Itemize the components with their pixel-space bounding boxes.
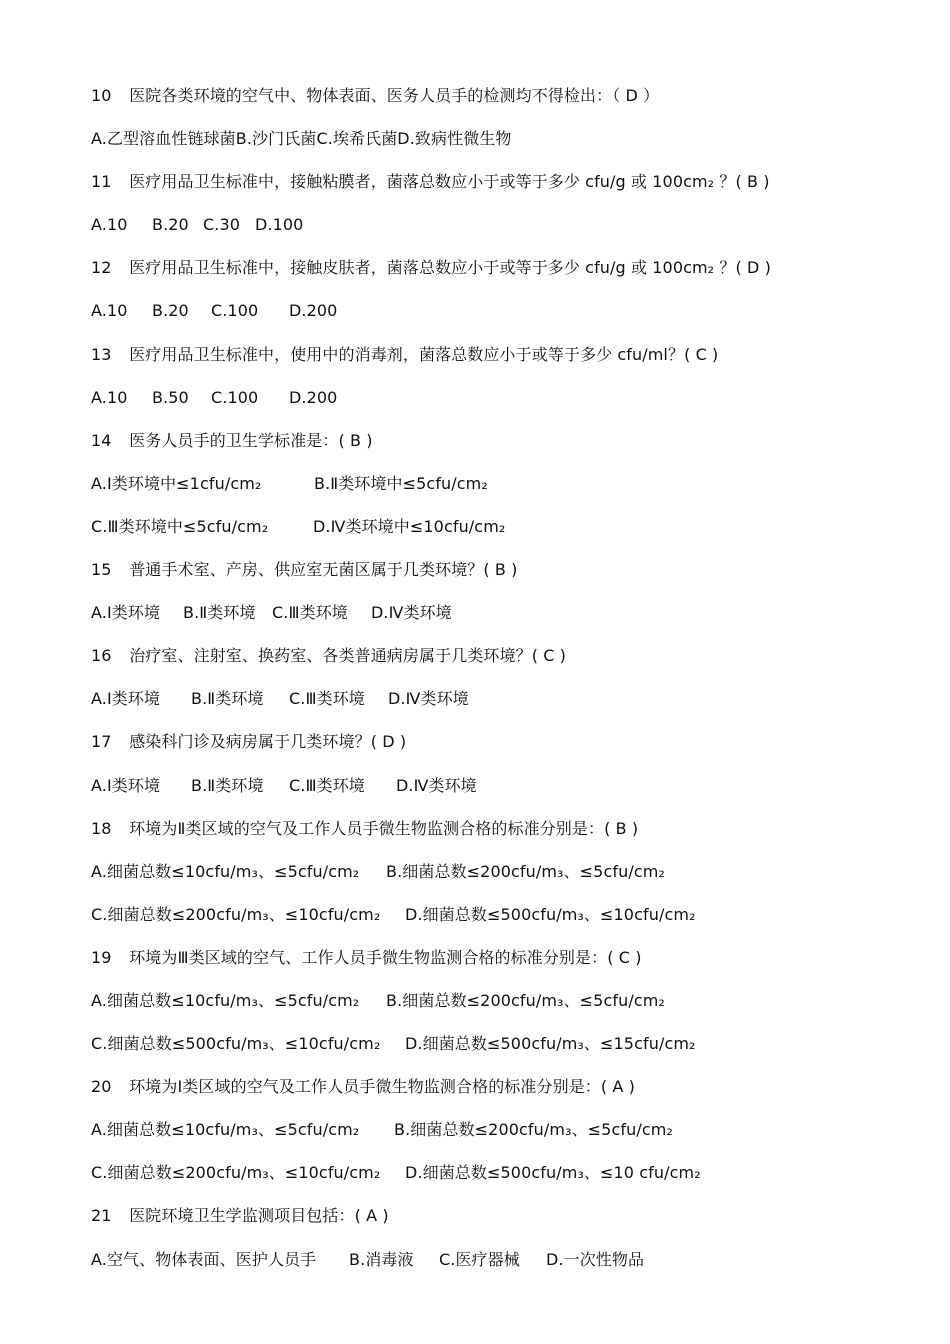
option-b: B.50 [152, 387, 189, 407]
question-21-options [91, 1248, 911, 1291]
option-d: D.Ⅳ类环境 [371, 603, 452, 623]
question-number: 21 [91, 1206, 112, 1226]
question-text: 环境为Ⅱ类区域的空气及工作人员手微生物监测合格的标准分别是：( B ) [129, 818, 639, 838]
option-d: D.100 [255, 215, 304, 235]
option-b: B.细菌总数≤200cfu/m₃、≤5cfu/cm₂ [394, 1120, 673, 1140]
option-d: D.Ⅳ类环境 [388, 689, 469, 709]
question-20-options-cd [91, 1161, 911, 1204]
question-10-options [91, 127, 911, 170]
question-14-stem [91, 429, 911, 472]
document-page [91, 84, 911, 1291]
question-text: 医疗用品卫生标准中，使用中的消毒剂，菌落总数应小于或等于多少 cfu/ml？( C ) [129, 344, 719, 364]
question-15-options [91, 601, 911, 644]
option-b: B.细菌总数≤200cfu/m₃、≤5cfu/cm₂ [386, 990, 665, 1010]
question-12-stem [91, 256, 911, 299]
question-text: 环境为Ⅰ类区域的空气及工作人员手微生物监测合格的标准分别是：( A ) [129, 1077, 636, 1097]
question-16-stem [91, 644, 911, 687]
option-c: C.Ⅲ类环境中≤5cfu/cm₂ [91, 516, 269, 536]
option-c: C.Ⅲ类环境 [289, 775, 365, 795]
option-a: A.细菌总数≤10cfu/m₃、≤5cfu/cm₂ [91, 990, 360, 1010]
option-d: D.致病性微生物 [397, 129, 512, 149]
question-number: 16 [91, 646, 112, 666]
question-20-options-ab [91, 1118, 911, 1161]
option-b: B.Ⅱ类环境 [191, 775, 264, 795]
question-19-options-ab [91, 989, 911, 1032]
question-text: 医务人员手的卫生学标准是：( B ) [129, 430, 373, 450]
question-11-options [91, 213, 911, 256]
question-text: 感染科门诊及病房属于几类环境？( D ) [129, 732, 407, 752]
option-c: C.Ⅲ类环境 [289, 689, 365, 709]
question-11-stem [91, 170, 911, 213]
option-a: A.10 [91, 301, 128, 321]
option-b: B.20 [152, 215, 189, 235]
option-d: D.Ⅳ类环境 [396, 775, 477, 795]
question-19-stem [91, 946, 911, 989]
question-number: 18 [91, 818, 112, 838]
question-20-stem [91, 1075, 911, 1118]
option-c: C.细菌总数≤200cfu/m₃、≤10cfu/cm₂ [91, 904, 381, 924]
question-text: 治疗室、注射室、换药室、各类普通病房属于几类环境？( C ) [129, 646, 567, 666]
question-number: 15 [91, 560, 112, 580]
option-d: D.Ⅳ类环境中≤10cfu/cm₂ [313, 516, 506, 536]
option-b: B.沙门氏菌 [235, 129, 317, 149]
question-number: 13 [91, 344, 112, 364]
question-16-options [91, 687, 911, 730]
option-b: B.消毒液 [349, 1249, 414, 1269]
question-number: 11 [91, 172, 112, 192]
option-c: C.Ⅲ类环境 [272, 603, 348, 623]
question-14-options-ab [91, 472, 911, 515]
option-b: B.Ⅱ类环境 [183, 603, 256, 623]
option-a: A.空气、物体表面、医护人员手 [91, 1249, 317, 1269]
option-c: C.医疗器械 [439, 1249, 520, 1269]
option-d: D.一次性物品 [546, 1249, 645, 1269]
question-number: 17 [91, 732, 112, 752]
option-b: B.细菌总数≤200cfu/m₃、≤5cfu/cm₂ [386, 861, 665, 881]
question-21-stem [91, 1204, 911, 1247]
question-13-options [91, 386, 911, 429]
option-d: D.200 [289, 301, 338, 321]
question-18-options-cd [91, 903, 911, 946]
option-a: A.细菌总数≤10cfu/m₃、≤5cfu/cm₂ [91, 861, 360, 881]
question-18-stem [91, 817, 911, 860]
question-12-options [91, 299, 911, 342]
question-15-stem [91, 558, 911, 601]
question-number: 10 [91, 86, 112, 105]
option-b: B.20 [152, 301, 189, 321]
option-c: C.细菌总数≤500cfu/m₃、≤10cfu/cm₂ [91, 1034, 381, 1054]
question-number: 19 [91, 947, 112, 967]
option-d: D.细菌总数≤500cfu/m₃、≤10 cfu/cm₂ [405, 1163, 701, 1183]
question-text: 医院环境卫生学监测项目包括：( A ) [129, 1206, 389, 1226]
question-19-options-cd [91, 1032, 911, 1075]
option-c: C.30 [203, 215, 241, 235]
question-text: 普通手术室、产房、供应室无菌区属于几类环境？( B ) [129, 560, 518, 580]
question-14-options-cd [91, 515, 911, 558]
option-b: B.Ⅱ类环境中≤5cfu/cm₂ [314, 473, 488, 493]
question-17-options [91, 774, 911, 817]
question-text: 医院各类环境的空气中、物体表面、医务人员手的检测均不得检出：（ D ） [129, 86, 660, 105]
question-18-options-ab [91, 860, 911, 903]
option-a: A.Ⅰ类环境 [91, 603, 161, 623]
option-a: A.Ⅰ类环境 [91, 775, 161, 795]
option-a: A.Ⅰ类环境 [91, 689, 161, 709]
question-text: 环境为Ⅲ类区域的空气、工作人员手微生物监测合格的标准分别是：( C ) [129, 947, 642, 967]
option-c: C.100 [211, 387, 259, 407]
question-number: 20 [91, 1077, 112, 1097]
question-10-stem [91, 84, 911, 127]
question-13-stem [91, 343, 911, 386]
option-a: A.乙型溶血性链球菌 [91, 129, 236, 149]
question-text: 医疗用品卫生标准中，接触粘膜者，菌落总数应小于或等于多少 cfu/g 或 100cm₂ ？( B ) [129, 172, 770, 192]
option-a: A.细菌总数≤10cfu/m₃、≤5cfu/cm₂ [91, 1120, 360, 1140]
option-a: A.Ⅰ类环境中≤1cfu/cm₂ [91, 473, 262, 493]
question-17-stem [91, 730, 911, 773]
question-number: 12 [91, 258, 112, 278]
option-d: D.200 [289, 387, 338, 407]
option-a: A.10 [91, 387, 128, 407]
option-a: A.10 [91, 215, 128, 235]
option-d: D.细菌总数≤500cfu/m₃、≤10cfu/cm₂ [405, 904, 696, 924]
option-c: C.100 [211, 301, 259, 321]
option-b: B.Ⅱ类环境 [191, 689, 264, 709]
question-number: 14 [91, 430, 112, 450]
option-d: D.细菌总数≤500cfu/m₃、≤15cfu/cm₂ [405, 1034, 696, 1054]
option-c: C.埃希氏菌 [316, 129, 398, 149]
option-c: C.细菌总数≤200cfu/m₃、≤10cfu/cm₂ [91, 1163, 381, 1183]
question-text: 医疗用品卫生标准中，接触皮肤者，菌落总数应小于或等于多少 cfu/g 或 100cm₂ ？( D ) [129, 258, 771, 278]
